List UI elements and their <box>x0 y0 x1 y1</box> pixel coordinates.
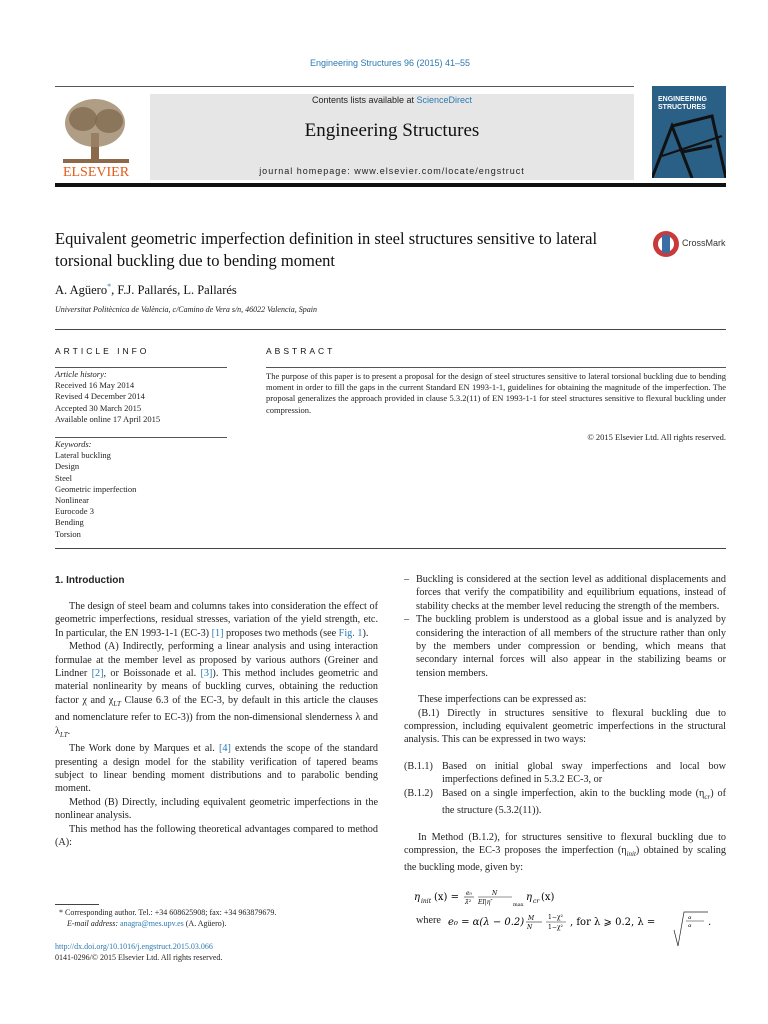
title-rule <box>55 329 726 330</box>
svg-text:e₀ = α(λ − 0.2): e₀ = α(λ − 0.2) <box>448 917 525 928</box>
email-note: E-mail address: anagra@mes.upv.es (A. Agüero). <box>67 919 227 928</box>
equation-eta-init <box>414 886 614 910</box>
email-link[interactable]: anagra@mes.upv.es <box>120 919 184 928</box>
svg-text:max: max <box>513 902 524 908</box>
section-heading: 1. Introduction <box>55 575 125 586</box>
svg-text:, for λ ⩾ 0.2, λ =: , for λ ⩾ 0.2, λ = <box>570 917 656 928</box>
footnotes <box>55 907 378 929</box>
keyword-item: Torsion <box>55 528 81 539</box>
doi-link[interactable]: http://dx.doi.org/10.1016/j.engstruct.2015.03.066 <box>55 942 213 951</box>
fig-1-link[interactable]: Fig. 1 <box>338 627 363 639</box>
svg-text:α: α <box>688 923 692 929</box>
ref-2-link[interactable]: [2] <box>91 668 104 680</box>
method-b12: (B.1.2) Based on a single imperfection, akin to the buckling mode $(\eta_{cr})$ of the structure (5.3.2(11)). <box>404 787 726 817</box>
svg-text:init: init <box>421 898 432 905</box>
method-b1: (B.1) Directly in structures sensitive to flexural buckling due to compression, including equivalent geometric imperfections in the structural analysis. This can be expressed in two ways: <box>404 707 726 746</box>
header-rule <box>55 86 634 87</box>
keyword-item: Geometric imperfection <box>55 483 137 494</box>
advantage-item-1: – Buckling is considered at the section level as additional displacements and forces that verify the compatibility and equilibrium equations, instead of stability checks at the member level reducing the strength of the members. <box>404 574 726 612</box>
equation-e0-render <box>448 910 718 958</box>
paper-title: Equivalent geometric imperfection definition in steel structures sensitive to lateral torsional buckling due to bending moment <box>55 229 598 270</box>
keyword-item: Steel <box>55 472 72 483</box>
history-online: Available online 17 April 2015 <box>55 413 161 424</box>
cover-title-line1: ENGINEERING <box>658 96 708 103</box>
article-history <box>55 369 227 425</box>
journal-title: Engineering Structures <box>304 120 480 141</box>
svg-text:η: η <box>526 892 532 903</box>
doi-block <box>55 941 378 963</box>
ref-3-link[interactable]: [3] <box>200 668 213 680</box>
svg-text:1−χ²: 1−χ² <box>548 914 563 921</box>
svg-text:e₀: e₀ <box>466 890 472 897</box>
authors-rest: , F.J. Pallarés, L. Pallarés <box>111 283 237 298</box>
where-label: where <box>416 915 441 926</box>
corresponding-author-note: * Corresponding author. Tel.: +34 608625908; fax: +34 963879679. <box>59 908 277 917</box>
cover-title-line2: STRUCTURES <box>658 104 706 111</box>
svg-text:M: M <box>528 915 535 922</box>
svg-text:(x): (x) <box>541 892 555 903</box>
intro-paragraph-1: The design of steel beam and columns takes into consideration the effect of geometric imperfections, residual stresses, variation of the yield strength, etc. In particular, the EN 1993-1-1 (EC-3) [1] proposes two methods (see Fig. 1). <box>55 601 378 639</box>
keywords-label: Keywords: <box>55 439 92 449</box>
author-aguero: A. Agüero <box>55 283 108 298</box>
intro-paragraph-3: The Work done by Marques et al. [4] extends the scope of the standard presenting a design model for the stability verification of tapered beams subject to linear bending moment distributions and to parabolic bending moment. <box>55 743 378 795</box>
intro-paragraph-2: Method (A) Indirectly, performing a linear analysis and using interaction formulae at the member level as proposed by various authors (Greiner and Lindner [2], or Boissonade et al. [3]). This method includes geometric and material nonlinearity by means of buckling curves, obtaining the reduction factor χ and $\chi_{LT}$ Clause 6.3 of the EC-3, by default in this article the clauses and nomenclature refer to EC-3)) from the non-dimensional slenderness λ and $\lambda_{LT}$. <box>55 641 378 739</box>
author-list <box>55 282 237 298</box>
abstract-text: The purpose of this paper is to present a proposal for the design of steel structures sensitive to lateral torsional buckling due to bending moment in order to fill the gaps in the current Standard EN 1993-1-1, guidelines for obtaining the magnitude of the imperfection. The proposal generalizes the approach provided in clause 5.3.2(11) of EN 1993-1-1 for steel structures sensitive to flexural buckling under compression. <box>266 371 726 415</box>
header-thick-rule <box>55 183 726 187</box>
body-rule <box>55 548 726 549</box>
corresponding-author-mark[interactable]: * <box>107 282 112 291</box>
keyword-item: Nonlinear <box>55 495 89 506</box>
affiliation: Universitat Politècnica de València, c/Camino de Vera s/n, 46022 Valencia, Spain <box>55 305 317 314</box>
imperfection-intro: These imperfections can be expressed as: <box>418 694 587 706</box>
keyword-item: Eurocode 3 <box>55 506 94 517</box>
right-column <box>404 573 726 875</box>
keyword-item: Design <box>55 461 80 472</box>
intro-body <box>55 600 378 849</box>
equation-e0 <box>416 910 716 958</box>
journal-cover-image <box>652 86 726 178</box>
svg-text:EI|η″: EI|η″ <box>478 899 493 906</box>
keyword-item: Bending <box>55 517 84 528</box>
sciencedirect-link[interactable]: ScienceDirect <box>416 95 473 105</box>
keywords-list <box>55 439 227 540</box>
equation-eta-init-render <box>414 886 614 910</box>
abstract-rule <box>266 367 726 368</box>
journal-reference[interactable]: Engineering Structures 96 (2015) 41–55 <box>309 58 471 68</box>
crossmark-button[interactable] <box>652 229 742 261</box>
journal-homepage[interactable]: journal homepage: www.elsevier.com/locate/engstruct <box>259 166 525 176</box>
publisher-logo-text: ELSEVIER <box>62 165 130 180</box>
abstract-label: ABSTRACT <box>266 346 336 356</box>
svg-text:α: α <box>688 915 692 921</box>
contents-line <box>150 95 634 105</box>
keywords-rule <box>55 437 227 438</box>
svg-text:λ̄²: λ̄² <box>465 899 472 906</box>
cover-structure-icon <box>652 86 726 178</box>
ref-4-link[interactable]: [4] <box>218 743 231 755</box>
intro-paragraph-5: This method has the following theoretical advantages compared to method (A): <box>55 823 378 848</box>
method-b12-paragraph: In Method (B.1.2), for structures sensitive to flexural buckling due to compression, the EC-3 proposes the imperfection $(\eta_{init})$ obtained by scaling the buckling mode, given by: <box>404 831 726 874</box>
method-b11: (B.1.1) Based on initial global sway imperfections and local bow imperfections defined in 5.3.2 EC-3, or <box>404 760 726 786</box>
article-info-rule <box>55 367 227 368</box>
issn-line: 0141-0296/© 2015 Elsevier Ltd. All rights reserved. <box>55 953 223 962</box>
keyword-item: Lateral buckling <box>55 450 111 461</box>
history-label: Article history: <box>55 369 107 379</box>
svg-text:cr: cr <box>533 898 540 905</box>
history-revised: Revised 4 December 2014 <box>55 391 145 402</box>
article-info-label: ARTICLE INFO <box>55 346 150 356</box>
contents-prefix: Contents lists available at <box>311 95 417 105</box>
crossmark-icon <box>652 229 680 259</box>
svg-text:.: . <box>708 917 712 928</box>
intro-paragraph-4: Method (B) Directly, including equivalent geometric imperfections in the nonlinear analysis. <box>55 796 378 822</box>
svg-text:N: N <box>492 890 498 897</box>
history-accepted: Accepted 30 March 2015 <box>55 402 142 413</box>
svg-text:η: η <box>414 892 420 903</box>
svg-text:(x) =: (x) = <box>434 892 459 903</box>
svg-text:N: N <box>527 924 533 931</box>
elsevier-logo <box>55 93 137 181</box>
advantage-item-2: – The buckling problem is understood as a global issue and is analyzed by considering the interaction of all members of the structure rather than only by the members under compression or bending, which means that secondary internal forces will also appear in the stabilizing beams or tension members. <box>404 614 726 679</box>
crossmark-label: CrossMark <box>682 238 726 248</box>
svg-text:1−χ²: 1−χ² <box>548 924 563 931</box>
abstract-copyright: © 2015 Elsevier Ltd. All rights reserved. <box>587 432 726 442</box>
footnote-rule <box>55 904 99 905</box>
history-received: Received 16 May 2014 <box>55 380 135 391</box>
ref-1-link[interactable]: [1] <box>211 627 224 639</box>
